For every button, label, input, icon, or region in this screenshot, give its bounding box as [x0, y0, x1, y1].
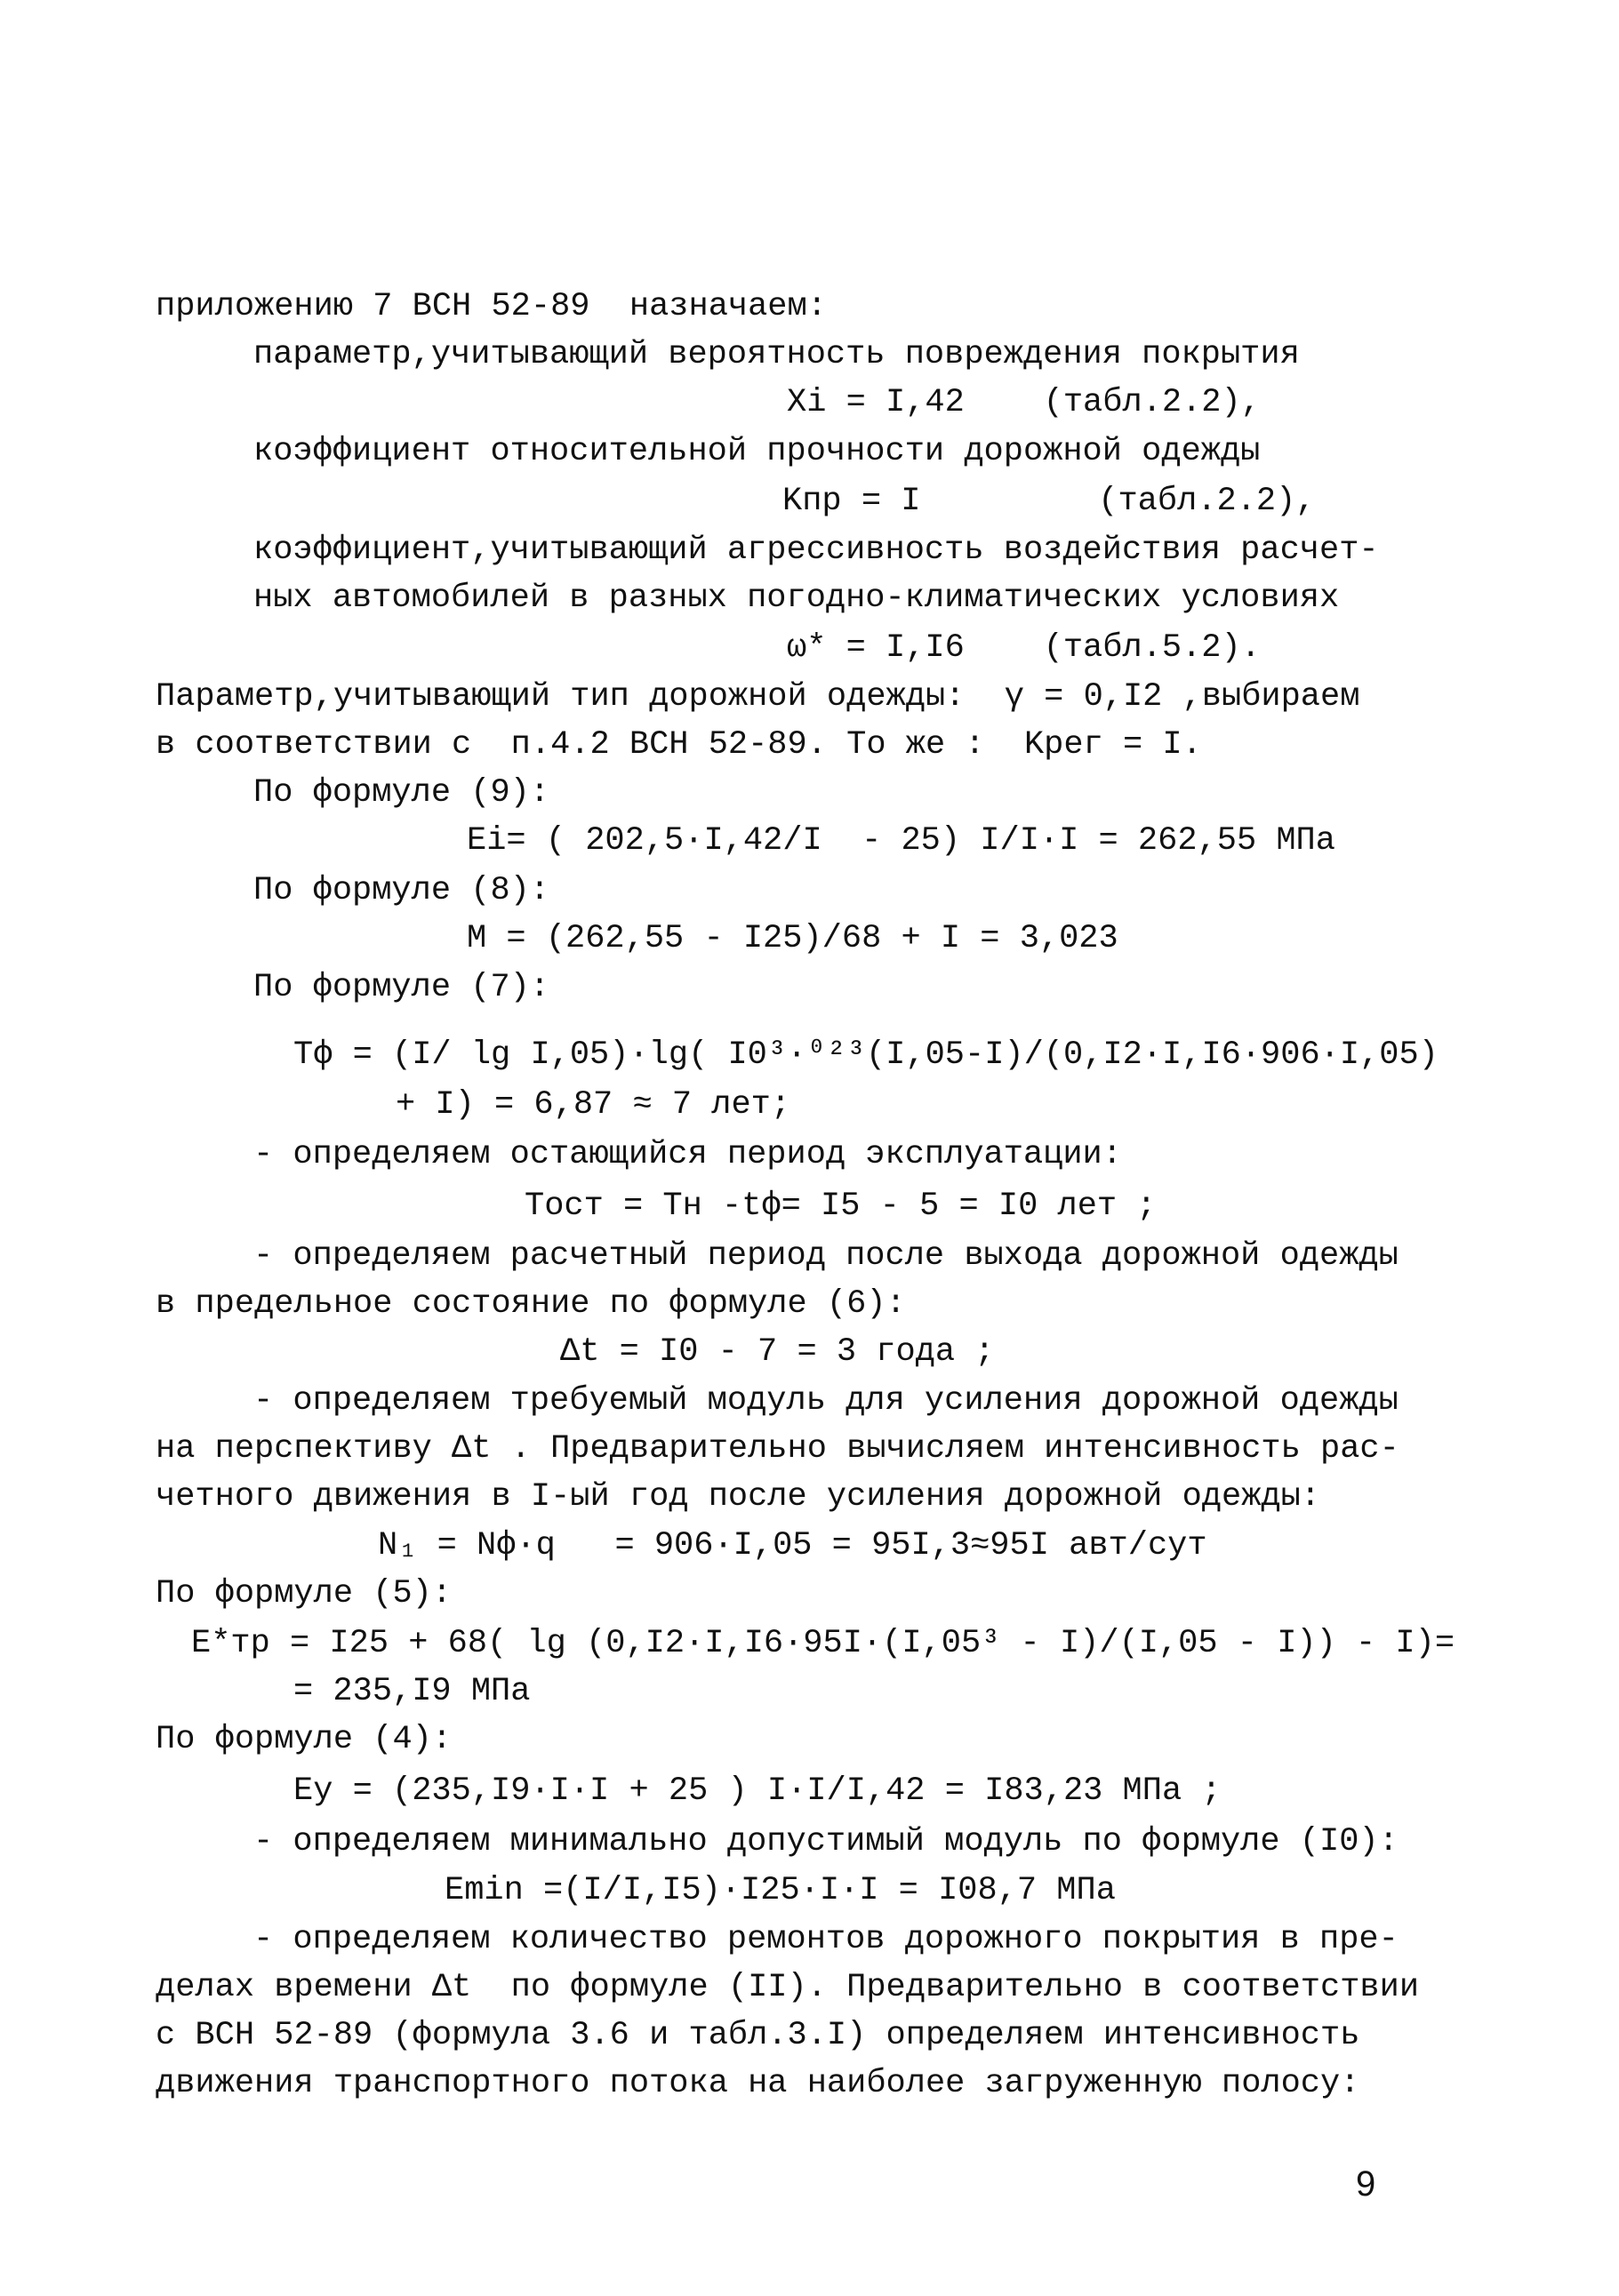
formula-line: Emin =(I/I,I5)·I25·I·I = I08,7 МПа [445, 1872, 1116, 1909]
text-line: - определяем количество ремонтов дорожного покрытия в пре- [253, 1921, 1399, 1958]
formula-line: N₁ = Nф·q = 906·I,05 = 95I,3≈95I авт/сут [378, 1527, 1207, 1564]
text-line: По формуле (8): [253, 872, 550, 909]
formula-line: Eу = (235,I9·I·I + 25 ) I·I/I,42 = I83,23 МПа ; [293, 1772, 1222, 1810]
text-line: движения транспортного потока на наиболее загруженную полосу: [156, 2065, 1360, 2102]
formula-line: Tф = (I/ lg I,05)·lg( I0³·⁰²³(I,05-I)/(0,I2·I,I6·906·I,05) [293, 1036, 1439, 1074]
text-line: в соответствии с п.4.2 ВСН 52-89. То же : Kрег = I. [156, 726, 1202, 764]
text-line: коэффициент,учитывающий агрессивность воздействия расчет- [253, 532, 1379, 569]
formula-line: Tост = Tн -tф= I5 - 5 = I0 лет ; [525, 1188, 1157, 1225]
text-line: Параметр,учитывающий тип дорожной одежды: γ = 0,I2 ,выбираем [156, 678, 1360, 716]
text-line: - определяем расчетный период после выхода дорожной одежды [253, 1237, 1399, 1275]
text-line: в предельное состояние по формуле (6): [156, 1285, 906, 1323]
formula-line: Xi = I,42 (табл.2.2), [787, 384, 1261, 421]
formula-line: = 235,I9 МПа [293, 1673, 531, 1710]
text-line: По формуле (7): [253, 969, 550, 1006]
formula-line: + I) = 6,87 ≈ 7 лет; [396, 1086, 791, 1124]
text-line: По формуле (9): [253, 774, 550, 812]
text-line: параметр,учитывающий вероятность повреждения покрытия [253, 336, 1300, 373]
text-line: коэффициент относительной прочности дорожной одежды [253, 433, 1261, 470]
text-line: - определяем остающийся период эксплуатации: [253, 1136, 1122, 1173]
text-line: четного движения в I-ый год после усиления дорожной одежды: [156, 1478, 1321, 1516]
text-line: ных автомобилей в разных погодно-климатических условиях [253, 580, 1340, 617]
text-line: на перспективу Δt . Предварительно вычисляем интенсивность рас- [156, 1430, 1399, 1468]
formula-line: M = (262,55 - I25)/68 + I = 3,023 [467, 920, 1118, 957]
formula-line: Kпр = I (табл.2.2), [782, 483, 1316, 520]
formula-line: Ei= ( 202,5·I,42/I - 25) I/I·I = 262,55 МПа [467, 822, 1335, 860]
text-line: делах времени Δt по формуле (II). Предварительно в соответствии [156, 1969, 1420, 2006]
text-line: приложению 7 ВСН 52-89 назначаем: [156, 288, 827, 325]
text-line: - определяем минимально допустимый модуль по формуле (I0): [253, 1823, 1399, 1860]
text-line: - определяем требуемый модуль для усиления дорожной одежды [253, 1382, 1399, 1420]
text-line: с ВСН 52-89 (формула 3.6 и табл.3.I) определяем интенсивность [156, 2017, 1360, 2054]
text-line: По формуле (5): [156, 1575, 453, 1612]
formula-line: E*тр = I25 + 68( lg (0,I2·I,I6·95I·(I,05³ - I)/(I,05 - I)) - I)= [191, 1625, 1455, 1662]
formula-line: Δt = I0 - 7 = 3 года ; [560, 1333, 995, 1371]
text-line: По формуле (4): [156, 1721, 453, 1758]
formula-line: ω* = I,I6 (табл.5.2). [787, 629, 1261, 667]
page-number: 9 [1356, 2164, 1376, 2204]
